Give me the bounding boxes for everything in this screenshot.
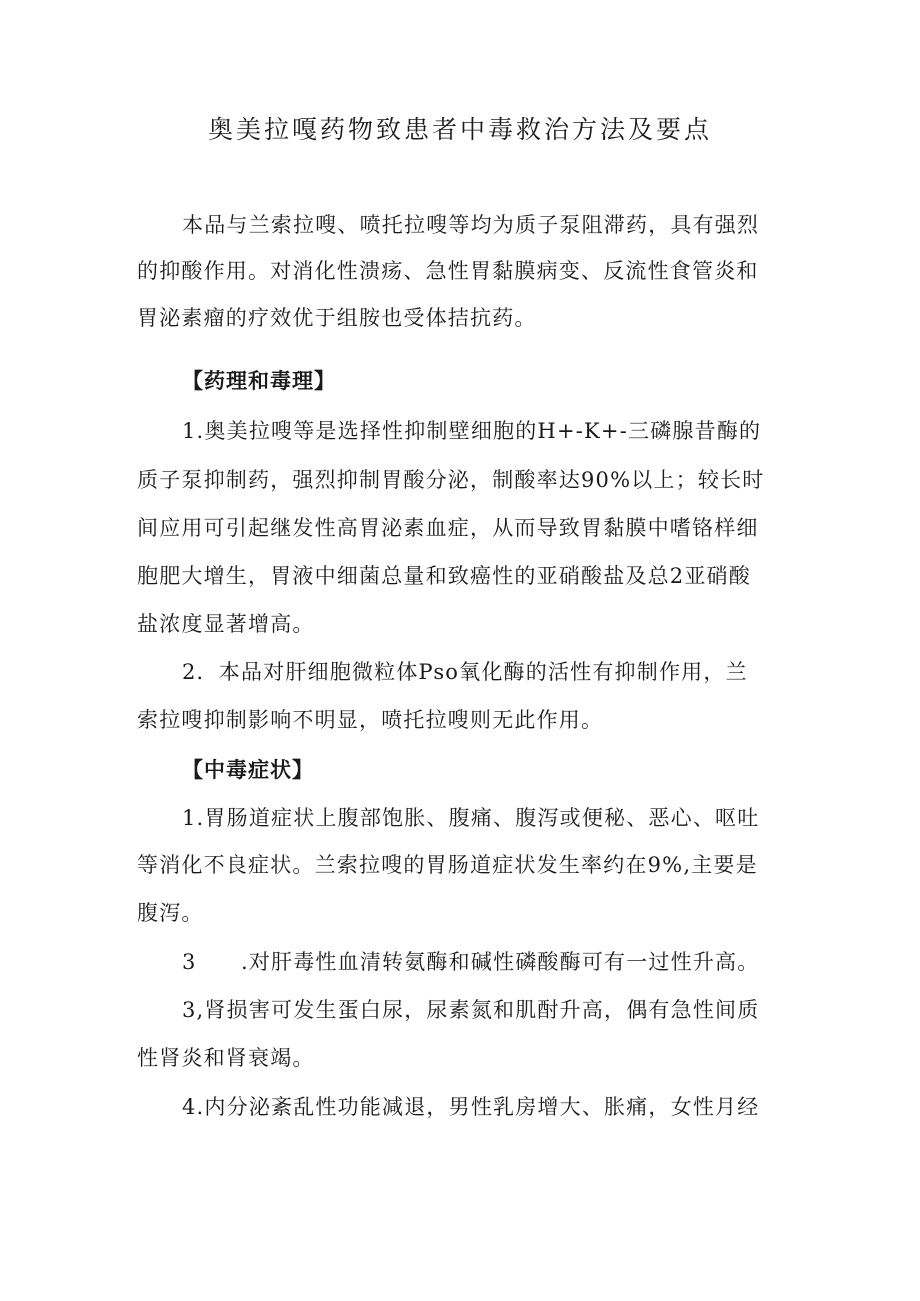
paragraph-line: 4.内分泌紊乱性功能减退，男性乳房增大、胀痛，女性月经	[182, 1095, 760, 1119]
paragraph-line: 1.胃肠道症状上腹部饱胀、腹痛、腹泻或便秘、恶心、呕吐	[182, 806, 760, 830]
paragraph-line: 质子泵抑制药，强烈抑制胃酸分泌，制酸率达90%以上；较长时	[137, 468, 765, 492]
section-heading-symptoms: 【中毒症状】	[182, 757, 314, 782]
paragraph-line: 3,肾损害可发生蛋白尿，尿素氮和肌酎升高，偶有急性间质	[182, 998, 760, 1022]
paragraph-line: 等消化不良症状。兰索拉嗖的胃肠道症状发生率约在9%,主要是	[137, 853, 758, 877]
document-title: 奥美拉嘎药物致患者中毒救治方法及要点	[207, 115, 712, 144]
paragraph-line: 性肾炎和肾衰竭。	[137, 1046, 315, 1070]
paragraph-line: 1.奥美拉嗖等是选择性抑制壁细胞的H+-K+-三磷腺昔酶的	[182, 419, 762, 443]
paragraph-line: 本品与兰索拉嗖、喷托拉嗖等均为质子泵阻滞药，具有强烈	[182, 213, 760, 237]
paragraph-line: 盐浓度显著增高。	[137, 612, 315, 636]
paragraph-line: 胃泌素瘤的疗效优于组胺也受体拮抗药。	[137, 306, 537, 330]
paragraph-line: 胞肥大增生，胃液中细菌总量和致癌性的亚硝酸盐及总2亚硝酸	[137, 564, 751, 588]
paragraph-line: 的抑酸作用。对消化性溃疡、急性胃黏膜病变、反流性食管炎和	[137, 259, 759, 283]
paragraph-line: 3 .对肝毒性血清转氨酶和碱性磷酸酶可有一过性升高。	[182, 950, 760, 974]
paragraph-line: 腹泻。	[137, 901, 204, 925]
section-heading-pharmacology: 【药理和毒理】	[182, 368, 336, 393]
paragraph-line: 间应用可引起继发性高胃泌素血症，从而导致胃黏膜中嗜铬样细	[137, 516, 759, 540]
paragraph-line: 2．本品对肝细胞微粒体Pso氧化酶的活性有抑制作用，兰	[182, 660, 748, 684]
paragraph-line: 索拉嗖抑制影响不明显，喷托拉嗖则无此作用。	[137, 708, 604, 732]
